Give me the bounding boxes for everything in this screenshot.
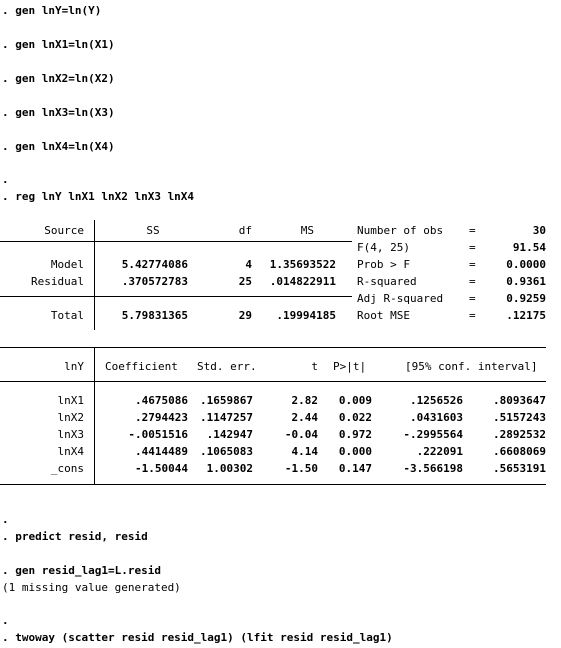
coef-p: 0.009 [338, 394, 372, 407]
anova-header-df: df [238, 224, 252, 237]
coef-ci-low: .222091 [416, 445, 463, 458]
coef-header-coef: Coefficient [105, 360, 178, 373]
coef-ci-low: .0431603 [410, 411, 463, 424]
coef-bottom-rule [0, 484, 546, 485]
coef-se: 1.00302 [206, 462, 253, 475]
coef-p: 0.147 [338, 462, 372, 475]
stat-label: F(4, 25) [357, 241, 410, 254]
anova-row-label: Residual [31, 275, 84, 288]
coef-se: .1065083 [200, 445, 253, 458]
coef-value: -.0051516 [128, 428, 188, 441]
coef-header-t: t [311, 360, 318, 373]
anova-total-df: 29 [238, 309, 252, 322]
stat-label: Number of obs [357, 224, 444, 237]
command-gen-lny: . gen lnY=ln(Y) [2, 4, 102, 17]
coef-value: .2794423 [135, 411, 188, 424]
coef-var: _cons [50, 462, 84, 475]
anova-total-label: Total [50, 309, 84, 322]
command-blank: . [2, 513, 9, 526]
stat-value: 30 [532, 224, 546, 237]
coef-value: .4414489 [135, 445, 188, 458]
coef-ci-high: .6608069 [493, 445, 546, 458]
stat-value: .12175 [506, 309, 546, 322]
stat-equals: = [469, 309, 476, 322]
stat-value: 0.9361 [506, 275, 546, 288]
coef-t: 2.44 [291, 411, 318, 424]
coef-ci-high: .5157243 [493, 411, 546, 424]
command-gen-lnx2: . gen lnX2=ln(X2) [2, 72, 115, 85]
coef-p: 0.972 [338, 428, 372, 441]
stat-value: 0.0000 [506, 258, 546, 271]
coef-t: 2.82 [291, 394, 318, 407]
anova-header-ss: SS [146, 224, 160, 237]
coef-header-se: Std. err. [197, 360, 257, 373]
command-reg: . reg lnY lnX1 lnX2 lnX3 lnX4 [2, 190, 195, 203]
command-gen-lnx4: . gen lnX4=ln(X4) [2, 140, 115, 153]
coef-ci-high: .2892532 [493, 428, 546, 441]
stat-equals: = [469, 275, 476, 288]
coef-header-var: lnY [64, 360, 84, 373]
coef-header-p: P>|t| [333, 360, 367, 373]
anova-row-ss: .370572783 [121, 275, 188, 288]
command-gen-lnx1: . gen lnX1=ln(X1) [2, 38, 115, 51]
command-blank: . [2, 173, 9, 186]
anova-row-ms: 1.35693522 [269, 258, 336, 271]
coef-var: lnX3 [57, 428, 84, 441]
coef-value: -1.50044 [135, 462, 188, 475]
coef-t: -0.04 [284, 428, 318, 441]
command-blank: . [2, 614, 9, 627]
anova-row-ms: .014822911 [269, 275, 336, 288]
anova-row-ss: 5.42774086 [121, 258, 188, 271]
coef-ci-high: .5653191 [493, 462, 546, 475]
coef-ci-high: .8093647 [493, 394, 546, 407]
anova-total-rule [0, 296, 352, 297]
anova-total-ss: 5.79831365 [121, 309, 188, 322]
coef-var: lnX1 [57, 394, 84, 407]
anova-column-rule [94, 220, 95, 330]
coef-header-rule [0, 381, 546, 382]
coef-var: lnX2 [57, 411, 84, 424]
coef-ci-low: .1256526 [410, 394, 463, 407]
stat-equals: = [469, 292, 476, 305]
coef-t: -1.50 [284, 462, 318, 475]
stat-equals: = [469, 224, 476, 237]
anova-row-df: 25 [238, 275, 252, 288]
anova-row-label: Model [50, 258, 84, 271]
coef-var: lnX4 [57, 445, 84, 458]
output-missing-values: (1 missing value generated) [2, 581, 181, 594]
command-predict: . predict resid, resid [2, 530, 148, 543]
coef-value: .4675086 [135, 394, 188, 407]
stat-label: R-squared [357, 275, 417, 288]
command-gen-lnx3: . gen lnX3=ln(X3) [2, 106, 115, 119]
stat-equals: = [469, 241, 476, 254]
coef-ci-low: -.2995564 [403, 428, 463, 441]
stat-equals: = [469, 258, 476, 271]
anova-header-ms: MS [300, 224, 314, 237]
coef-p: 0.000 [338, 445, 372, 458]
anova-row-df: 4 [245, 258, 252, 271]
coef-t: 4.14 [291, 445, 318, 458]
coef-header-ci: [95% conf. interval] [405, 360, 538, 373]
stat-label: Root MSE [357, 309, 410, 322]
stat-label: Adj R-squared [357, 292, 444, 305]
coef-se: .1659867 [200, 394, 253, 407]
command-gen-lag: . gen resid_lag1=L.resid [2, 564, 161, 577]
coef-column-rule [94, 347, 95, 485]
coef-se: .1147257 [200, 411, 253, 424]
coef-top-rule [0, 347, 546, 348]
anova-header-rule [0, 241, 352, 242]
stat-value: 0.9259 [506, 292, 546, 305]
stat-value: 91.54 [512, 241, 546, 254]
coef-ci-low: -3.566198 [403, 462, 463, 475]
coef-se: .142947 [206, 428, 253, 441]
command-twoway: . twoway (scatter resid resid_lag1) (lfit resid resid_lag1) [2, 631, 393, 644]
anova-header-source: Source [44, 224, 84, 237]
coef-p: 0.022 [338, 411, 372, 424]
stat-label: Prob > F [357, 258, 410, 271]
anova-total-ms: .19994185 [276, 309, 336, 322]
